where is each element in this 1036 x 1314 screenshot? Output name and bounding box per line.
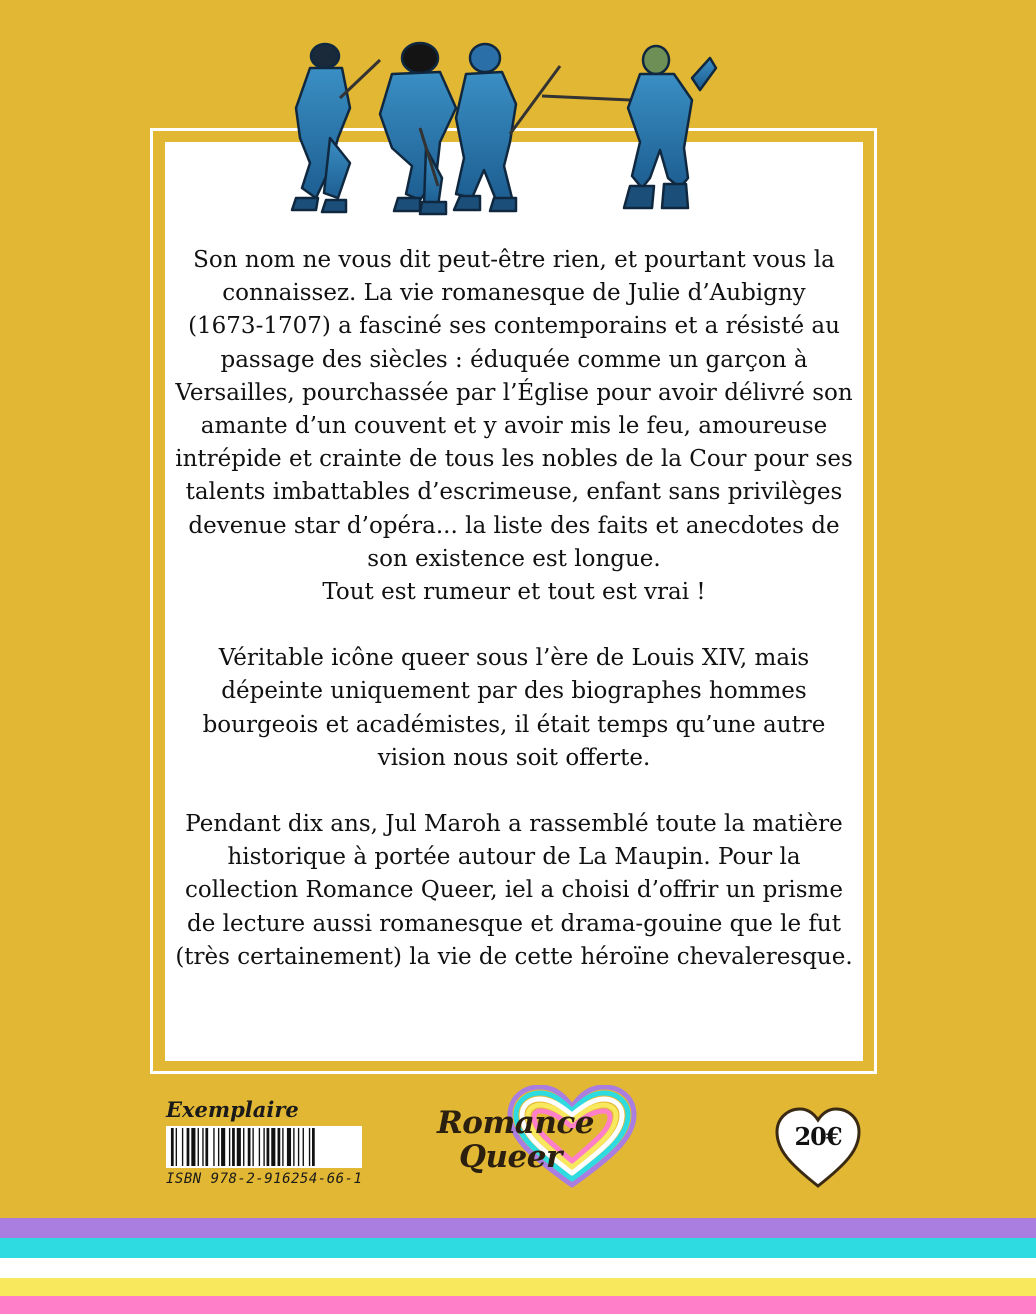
isbn-number: ISBN 978-2-916254-66-1 [166,1171,363,1187]
text-line: (1673-1707) a fasciné ses contemporains et a résisté au [188,313,840,340]
logo-word-romance: Romance [437,1105,594,1141]
barcode [166,1126,362,1168]
text-line: devenue star d’opéra... la liste des faits et anecdotes de [188,512,840,539]
text-line: historique à portée autour de La Maupin. Pour la [227,844,801,871]
stripe-purple [0,1218,1036,1238]
blurb-paragraph-1 [165,244,863,609]
text-line: Véritable icône queer sous l’ère de Louis XIV, mais [218,645,810,672]
price-label: 20€ [794,1122,842,1151]
blurb-paragraph-2 [165,642,863,775]
text-line: Son nom ne vous dit peut-être rien, et pourtant vous la [193,247,835,273]
text-line: bourgeois et académistes, il était temps qu’une autre [202,711,826,738]
text-line: collection Romance Queer, iel a choisi d’offrir un prisme [185,877,843,904]
musketeer-figure-4 [624,46,716,208]
stripe-white [0,1258,1036,1278]
text-line: vision nous soit offerte. [377,744,651,771]
text-line: connaissez. La vie romanesque de Julie d’Aubigny [222,280,806,307]
stripe-pink [0,1296,1036,1314]
stripe-yellow [0,1278,1036,1296]
blurb-paragraph-3 [165,808,863,974]
text-line: talents imbattables d’escrimeuse, enfant sans privilèges [185,479,843,506]
text-line: Pendant dix ans, Jul Maroh a rassemblé toute la matière [185,811,843,838]
musketeer-figure-2 [380,43,456,214]
musketeer-figure-3 [454,44,516,211]
text-line: (très certainement) la vie de cette héroïne chevaleresque. [175,943,853,970]
stripe-cyan [0,1238,1036,1258]
logo-word-queer: Queer [459,1139,562,1175]
text-line: Versailles, pourchassée par l’Église pour avoir délivré son [175,379,853,406]
text-line: passage des siècles : éduquée comme un garçon à [220,346,808,373]
musketeer-figure-1 [292,44,350,212]
text-line: son existence est longue. [367,545,661,572]
text-line: de lecture aussi romanesque et drama-gouine que le fut [187,910,841,937]
romance-queer-wordmark [437,1106,594,1174]
exemplaire-label: Exemplaire [166,1097,299,1122]
text-line: intrépide et crainte de tous les nobles de la Cour pour ses [175,446,853,473]
musketeers-illustration [280,38,750,218]
text-line: amante d’un couvent et y avoir mis le feu, amoureuse [200,413,828,440]
text-line: dépeinte uniquement par des biographes hommes [221,678,807,705]
text-line: Tout est rumeur et tout est vrai ! [322,579,706,606]
back-cover-blurb [165,244,863,974]
